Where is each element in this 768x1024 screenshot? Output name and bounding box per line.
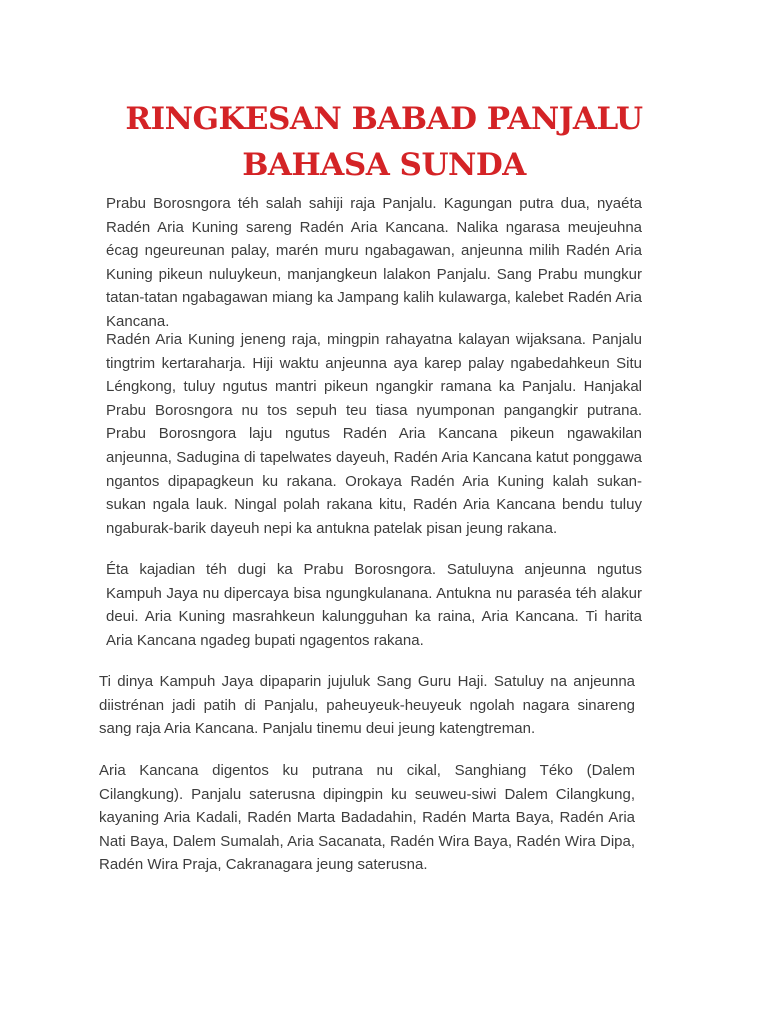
paragraph-3: Éta kajadian téh dugi ka Prabu Borosngora. Satuluyna anjeunna ngutus Kampuh Jaya nu dipercaya bisa ngungkulanana. Antukna nu paraséa téh alakur deui. Aria Kuning masrahkeun kalungguhan ka raina, Aria Kancana. Ti harita Aria Kancana ngadeg bupati ngagentos rakana. (106, 561, 642, 649)
paragraph-4: Ti dinya Kampuh Jaya dipaparin jujuluk Sang Guru Haji. Satuluy na anjeunna diistrénan jadi patih di Panjalu, paheuyeuk-heuyeuk ngolah nagara sinareng sang raja Aria Kancana. Panjalu tinemu deui jeung katengtreman. (99, 673, 635, 738)
paragraph-5: Aria Kancana digentos ku putrana nu cikal, Sanghiang Téko (Dalem Cilangkung). Panjalu saterusna dipingpin ku seuweu-siwi Dalem Cilangkung, kayaning Aria Kadali, Radén Marta Badadahin, Radén Marta Baya, Radén Aria Nati Baya, Dalem Sumalah, Aria Sacanata, Radén Wira Baya, Radén Wira Dipa, Radén Wira Praja, Cakranagara jeung saterusna. (99, 762, 635, 874)
title-line-1: RINGKESAN BABAD PANJALU (125, 101, 643, 137)
paragraph-1: Prabu Borosngora téh salah sahiji raja Panjalu. Kagungan putra dua, nyaéta Radén Aria Kuning sareng Radén Aria Kancana. Nalika ngarasa meujeuhna écag ngeureunan palay, marén muru ngabagawan, anjeunna milih Radén Aria Kuning pikeun nuluykeun, manjangkeun lalakon Panjalu. Sang Prabu mungkur tatan-tatan ngabagawan miang ka Jampang kalih kulawarga, kalebet Radén Aria Kancana. (106, 195, 642, 330)
page-title (0, 96, 768, 188)
paragraph-2: Radén Aria Kuning jeneng raja, mingpin rahayatna kalayan wijaksana. Panjalu tingtrim kertaraharja. Hiji waktu anjeunna aya karep palay ngabedahkeun Situ Léngkong, tuluy ngutus mantri pikeun ngangkir ramana ka Panjalu. Hanjakal Prabu Borosngora nu tos sepuh teu tiasa nyumponan pangangkir putrana. Prabu Borosngora laju ngutus Radén Aria Kancana pikeun ngawakilan anjeunna, Sadugina di tapelwates dayeuh, Radén Aria Kancana katut ponggawa ngantos dipapagkeun ku rakana. Orokaya Radén Aria Kuning kalah sukan-sukan ngala lauk. Ningal polah rakana kitu, Radén Aria Kancana bendu tuluy ngaburak-barik dayeuh nepi ka antukna patelak pisan jeung rakana. (106, 331, 642, 537)
title-line-2: BAHASA SUNDA (242, 147, 526, 183)
